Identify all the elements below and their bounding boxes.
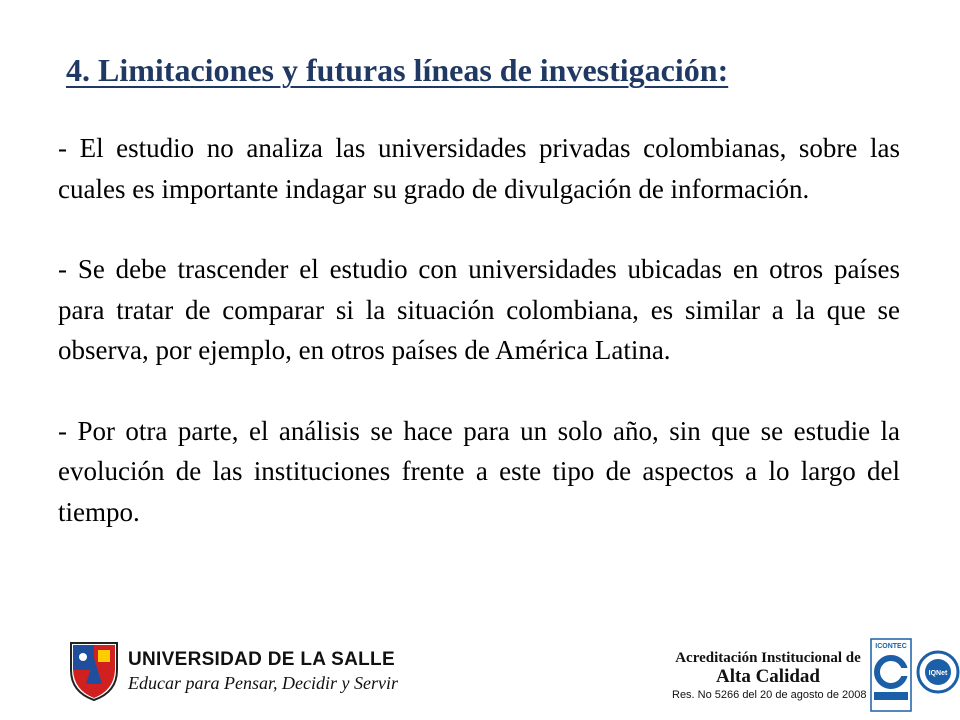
shield-icon [68, 640, 120, 702]
paragraph-2: - Se debe trascender el estudio con universidades ubicadas en otros países para tratar de comparar si la situación colombiana, es similar a la que se observa, por ejemplo, en otros países de América Latina. [58, 254, 900, 365]
accreditation-line1: Acreditación Institucional de [675, 650, 861, 666]
slide-title: 4. Limitaciones y futuras líneas de investigación: [66, 52, 729, 88]
university-motto: Educar para Pensar, Decidir y Servir [128, 672, 398, 693]
paragraph-3: - Por otra parte, el análisis se hace para un solo año, sin que se estudie la evolución de las instituciones frente a este tipo de aspectos a lo largo del tiempo. [58, 415, 900, 527]
iqnet-label: IQNet [928, 670, 948, 677]
icontec-label: ICONTEC [875, 643, 907, 650]
iqnet-certification-icon [916, 644, 960, 707]
slide-content [58, 128, 900, 572]
accreditation-line2: Alta Calidad [716, 666, 820, 687]
university-logo [68, 640, 398, 702]
accreditation-resolution: Res. No 5266 del 20 de agosto de 2008 [672, 689, 867, 701]
paragraph-1: - El estudio no analiza las universidades privadas colombianas, sobre las cuales es importante indagar su grado de divulgación de información. [58, 133, 900, 204]
accreditation-block [672, 650, 867, 701]
icontec-certification-icon [870, 638, 912, 717]
university-name: UNIVERSIDAD DE LA SALLE [128, 648, 395, 670]
